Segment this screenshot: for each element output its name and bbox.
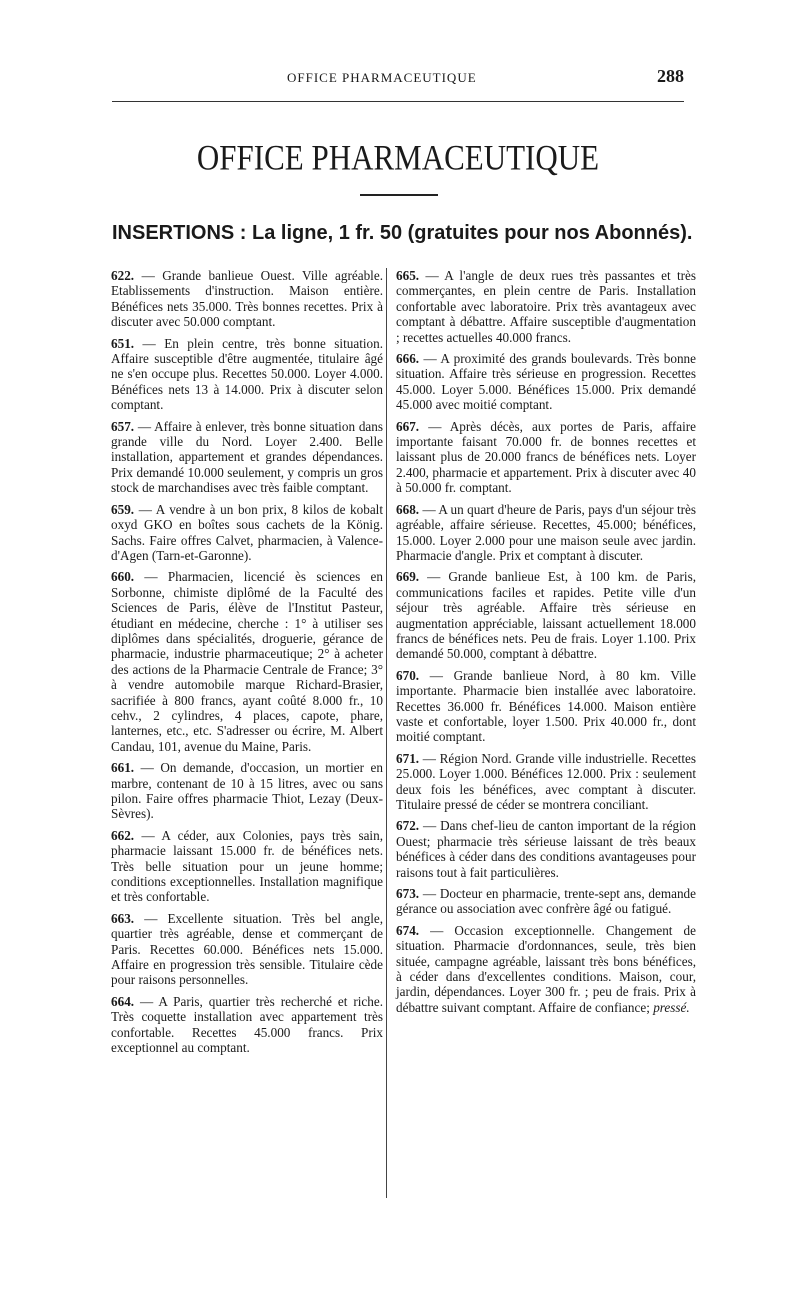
entry-text: — En plein centre, très bonne situation. Affaire susceptible d'être augmentée, titulaire âgé ne s'en occupe plus. Recettes 50.000. Loyer 4.000. Bénéfices nets 13 à 14.000. Prix à discuter selon comptant. bbox=[111, 335, 384, 413]
insertions-notice: INSERTIONS : La ligne, 1 fr. 50 (gratuites pour nos Abonnés). bbox=[112, 222, 693, 244]
entry-number: 660. bbox=[111, 569, 135, 585]
entry-number: 671. bbox=[396, 750, 420, 766]
classified-entry bbox=[111, 911, 383, 988]
classified-entry bbox=[111, 760, 383, 822]
entry-number: 669. bbox=[396, 569, 420, 585]
entry-number: 662. bbox=[111, 827, 135, 843]
classified-entry bbox=[396, 569, 696, 661]
classified-entry bbox=[111, 336, 383, 413]
entry-text: — A proximité des grands boulevards. Très bonne situation. Affaire très sérieuse en progression. Recettes 45.000. Loyer 5.000. Bénéfices 15.000. Prix demandé 45.000 avec moitié comptant. bbox=[396, 351, 697, 413]
classified-entry bbox=[111, 828, 383, 905]
page-title: OFFICE PHARMACEUTIQUE bbox=[196, 137, 600, 178]
classified-entry bbox=[396, 419, 696, 496]
entry-number: 664. bbox=[111, 993, 135, 1009]
entry-number: 666. bbox=[396, 351, 420, 367]
entry-number: 661. bbox=[111, 760, 135, 776]
entry-number: 672. bbox=[396, 818, 420, 834]
entry-text: — Grande banlieue Ouest. Ville agréable. Etablissements d'instruction. Maison entière. Bénéfices nets 35.000. Très bonnes recettes. Prix à discuter avec 50.000 comptant. bbox=[111, 268, 383, 330]
left-column bbox=[111, 268, 383, 1062]
entry-italic-tail: pressé. bbox=[653, 999, 690, 1015]
entry-number: 622. bbox=[111, 268, 135, 283]
entry-text: — A un quart d'heure de Paris, pays d'un séjour très agréable, affaire sérieuse. Recettes, 45.000; bénéfices, 15.000. Loyer 2.000 pour une maison seule avec jardin. Pharmacie d'angle. Prix et comptant à discuter. bbox=[396, 501, 697, 563]
entry-text: — Grande banlieue Est, à 100 km. de Paris, communications faciles et rapides. Petite ville d'un séjour très agréable. Affaire très sérieuse en augmentation appréciable, laissant actuellement 18.000 francs de bénéfices nets. Peu de frais. Loyer 1.100. Prix demandé 50.000, comptant à débattre. bbox=[396, 569, 697, 662]
entry-text: — Dans chef-lieu de canton important de la région Ouest; pharmacie très sérieuse laissant de très beaux bénéfices à céder dans des conditions avantageuses pour raisons tout à fait particulières. bbox=[396, 818, 696, 880]
title-rule bbox=[360, 194, 438, 196]
classified-entry bbox=[111, 569, 383, 754]
header-rule bbox=[112, 101, 684, 102]
entry-number: 651. bbox=[111, 335, 135, 351]
page-number: 288 bbox=[657, 66, 684, 86]
classified-entry bbox=[396, 923, 696, 1015]
column-divider bbox=[386, 268, 387, 1198]
right-column bbox=[396, 268, 696, 1021]
classified-entry bbox=[396, 268, 696, 345]
classified-entry bbox=[396, 818, 696, 880]
entry-number: 667. bbox=[396, 418, 420, 434]
classified-entry bbox=[111, 268, 383, 330]
entry-text: — A céder, aux Colonies, pays très sain, pharmacie laissant 15.000 fr. de bénéfices nets. Très belle situation pour un jeune homme; conditions exceptionnelles. Installation magnifique et très confortable. bbox=[111, 827, 383, 905]
entry-text: — Excellente situation. Très bel angle, quartier très agréable, dense et commerçant de Paris. Recettes 60.000. Bénéfices nets 15.000. Affaire en progression très sensible. Titulaire cède pour raisons personnelles. bbox=[111, 910, 384, 988]
classified-entry bbox=[396, 668, 696, 745]
classified-entry bbox=[111, 502, 383, 564]
entry-number: 659. bbox=[111, 501, 135, 517]
entry-text: — A l'angle de deux rues très passantes et très commerçantes, en plein centre de Paris. Installation confortable avec laboratoire. Prix très avantageux avec comptant à débattre. Affaire susceptible d'augmentation ; recettes actuelles 40.000 francs. bbox=[396, 268, 697, 345]
entry-text: — A vendre à un bon prix, 8 kilos de kobalt oxyd GKO en boîtes sous cachets de la König. Sachs. Faire offres Calvet, pharmacien, à Valence-d'Agen (Tarn-et-Garonne). bbox=[111, 501, 383, 563]
classified-entry bbox=[396, 886, 696, 917]
entry-text: — Affaire à enlever, très bonne situation dans grande ville du Nord. Loyer 2.400. Belle installation, appartement et grandes dépendances. Prix demandé 10.000 seulement, y compris un gros stock de marchandises avec très faible comptant. bbox=[111, 418, 384, 496]
entry-number: 665. bbox=[396, 268, 420, 283]
entry-text: — Région Nord. Grande ville industrielle. Recettes 25.000. Loyer 1.000. Bénéfices 12.000. Prix : seulement deux fois les bénéfices, avec comptant à discuter. Titulaire pressé de céder se montrera conciliant. bbox=[396, 750, 696, 812]
entry-text: — Pharmacien, licencié ès sciences en Sorbonne, chimiste diplômé de la Faculté des Sciences de Paris, élève de l'Institut Pasteur, étudiant en médecine, cherche : 1° à utiliser ses diplômes dans spécialités, droguerie, gérance de pharmacie, industrie pharmaceutique; 2° à acheter des actions de la Pharmacie Centrale de France; 3° à vendre automobile marque Richard-Brasier, sacrifiée à 800 francs, ayant coûté 8.000 fr., 10 cehv., 2 cylindres, 4 places, capote, phare, lanternes, etc., etc. S'adresser ou écrire, M. Albert Candau, 101, avenue du Maine, Paris. bbox=[111, 569, 383, 754]
entry-text: — Grande banlieue Nord, à 80 km. Ville importante. Pharmacie bien installée avec laboratoire. Recettes 36.000 fr. Bénéfices 14.000. Maison entière vaste et confortable, loyer 1.500. Prix 40.000 fr., dont moitié comptant. bbox=[396, 667, 697, 745]
classified-entry bbox=[396, 351, 696, 413]
classified-entry bbox=[396, 502, 696, 564]
classified-entry bbox=[396, 751, 696, 813]
classified-entry bbox=[111, 994, 383, 1056]
entry-text: — Après décès, aux portes de Paris, affaire importante faisant 70.000 fr. de bonnes recettes et laissant plus de 20.000 francs de bénéfices nets. Loyer 2.400, pharmacie et appartement. Prix à discuter avec 40 à 50.000 fr. comptant. bbox=[396, 418, 696, 496]
entry-number: 673. bbox=[396, 886, 420, 902]
entry-text: — On demande, d'occasion, un mortier en marbre, contenant de 10 à 15 litres, avec ou sans pilon. Faire offres pharmacie Thiot, Lezay (Deux-Sèvres). bbox=[111, 760, 384, 822]
running-title: OFFICE PHARMACEUTIQUE bbox=[287, 70, 477, 85]
entry-number: 668. bbox=[396, 501, 420, 517]
classified-entry bbox=[111, 419, 383, 496]
entry-text: — A Paris, quartier très recherché et riche. Très coquette installation avec appartement très confortable. Recettes 45.000 francs. Prix exceptionnel au comptant. bbox=[111, 993, 383, 1056]
entry-text: — Occasion exceptionnelle. Changement de situation. Pharmacie d'ordonnances, seule, très bien située, campagne agréable, laissant très bons bénéfices, à céder dans d'excellentes conditions. Maison, cour, jardin, dépendances. Loyer 300 fr. ; peu de frais. Prix à débattre suivant comptant. Affaire de confiance; bbox=[396, 922, 696, 1015]
entry-number: 657. bbox=[111, 418, 135, 434]
entry-number: 663. bbox=[111, 910, 135, 926]
entry-text: — Docteur en pharmacie, trente-sept ans, demande gérance ou association avec confrère âgé ou fatigué. bbox=[396, 886, 696, 917]
entry-number: 670. bbox=[396, 667, 420, 683]
entry-number: 674. bbox=[396, 922, 420, 938]
